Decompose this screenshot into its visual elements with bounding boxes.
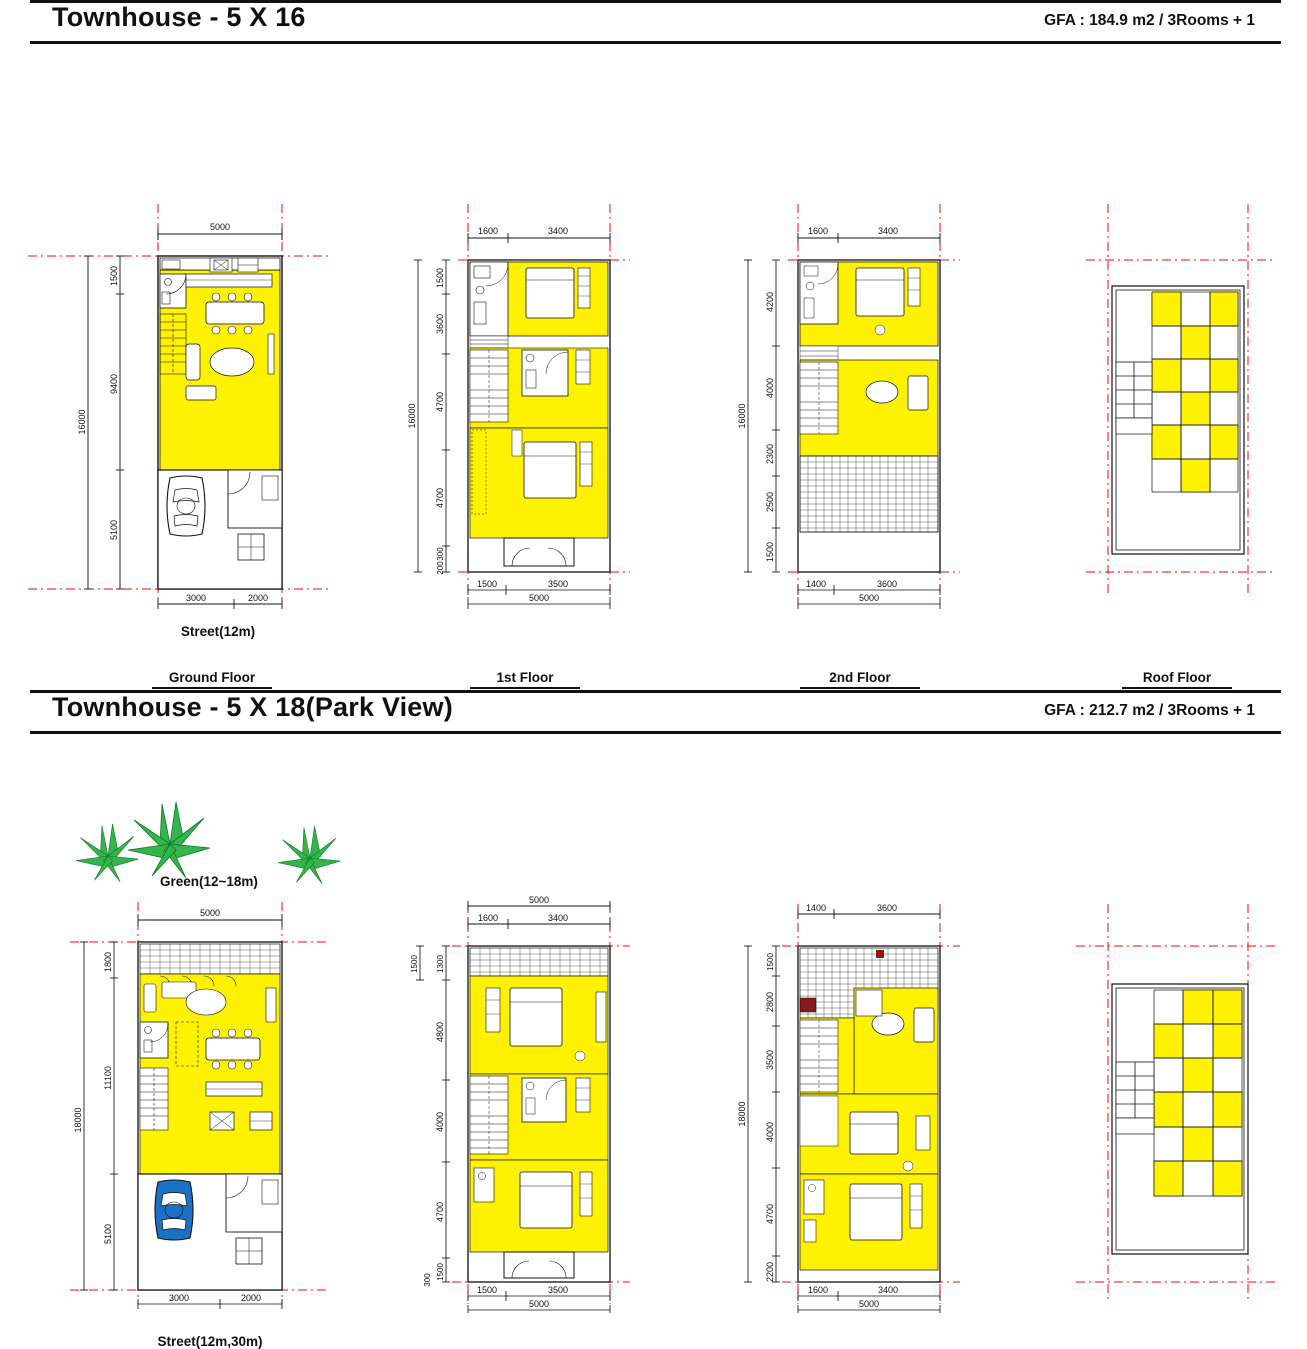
svg-text:4700: 4700	[435, 1201, 445, 1223]
svg-text:4200: 4200	[765, 291, 775, 313]
svg-text:2500: 2500	[765, 491, 775, 513]
svg-text:1400: 1400	[805, 579, 827, 589]
caption-underline	[800, 687, 920, 689]
second-floor-caption	[800, 670, 920, 685]
svg-text:200: 200	[436, 561, 445, 575]
svg-text:1500: 1500	[476, 579, 498, 589]
svg-text:3500: 3500	[547, 1285, 569, 1295]
svg-text:300: 300	[423, 1273, 432, 1287]
second-floor-drawing	[730, 194, 990, 614]
caption-underline	[1122, 687, 1232, 689]
tree-group-icon	[60, 796, 390, 906]
ground-floor-drawing-2	[10, 892, 340, 1312]
svg-text:3400: 3400	[877, 226, 899, 236]
svg-text:5000: 5000	[209, 222, 231, 232]
svg-text:5000: 5000	[528, 593, 550, 603]
street-label-1: Street(12m)	[180, 624, 256, 639]
svg-text:300: 300	[436, 547, 445, 561]
svg-text:4000: 4000	[765, 377, 775, 399]
svg-text:16000: 16000	[407, 403, 417, 429]
svg-text:16000: 16000	[737, 403, 747, 429]
svg-text:4800: 4800	[435, 1021, 445, 1043]
svg-text:5000: 5000	[858, 1299, 880, 1309]
svg-text:4000: 4000	[435, 1111, 445, 1133]
street-label-2: Street(12m,30m)	[157, 1334, 263, 1349]
svg-text:3600: 3600	[435, 313, 445, 335]
header-rule-bottom	[30, 41, 1281, 44]
svg-text:2300: 2300	[765, 443, 775, 465]
svg-text:1600: 1600	[477, 226, 499, 236]
svg-text:1600: 1600	[807, 226, 829, 236]
svg-text:4000: 4000	[765, 1121, 775, 1143]
svg-text:2200: 2200	[765, 1261, 775, 1283]
svg-text:2000: 2000	[240, 1293, 262, 1303]
svg-text:11100: 11100	[103, 1066, 113, 1090]
svg-text:18000: 18000	[73, 1107, 83, 1133]
green-label: Green(12~18m)	[160, 874, 258, 889]
svg-text:3000: 3000	[185, 593, 207, 603]
svg-text:5000: 5000	[199, 908, 221, 918]
svg-text:2000: 2000	[247, 593, 269, 603]
svg-text:3400: 3400	[547, 226, 569, 236]
svg-text:2800: 2800	[765, 991, 775, 1013]
svg-text:4700: 4700	[435, 391, 445, 413]
first-floor-drawing	[400, 194, 660, 614]
gfa-label-2: GFA : 212.7 m2 / 3Rooms + 1	[1044, 702, 1255, 719]
svg-text:18000: 18000	[737, 1101, 747, 1127]
first-floor-caption	[470, 670, 580, 685]
caption-text: 2nd Floor	[829, 670, 891, 685]
header-rule-bottom-2	[30, 731, 1281, 734]
svg-text:3400: 3400	[547, 913, 569, 923]
section-2-header	[0, 690, 1307, 734]
roof-floor-drawing-2	[1050, 884, 1290, 1314]
svg-text:9400: 9400	[109, 373, 119, 395]
svg-text:4700: 4700	[765, 1203, 775, 1225]
caption-underline	[152, 687, 272, 689]
caption-text: Roof Floor	[1142, 670, 1212, 685]
svg-text:16000: 16000	[77, 409, 87, 435]
first-floor-drawing-2	[400, 884, 660, 1314]
svg-text:3500: 3500	[547, 579, 569, 589]
roof-floor-drawing	[1050, 194, 1290, 614]
svg-text:5000: 5000	[528, 895, 550, 905]
svg-text:1500: 1500	[476, 1285, 498, 1295]
caption-underline	[470, 687, 580, 689]
roof-floor-caption	[1122, 670, 1232, 685]
svg-text:4700: 4700	[435, 487, 445, 509]
page-title-2: Townhouse - 5 X 18(Park View)	[52, 692, 453, 722]
gfa-label: GFA : 184.9 m2 / 3Rooms + 1	[1044, 12, 1255, 29]
svg-text:1500: 1500	[109, 265, 119, 287]
townhouse-5x18-section	[0, 690, 1307, 1349]
svg-text:1400: 1400	[805, 903, 827, 913]
svg-text:3500: 3500	[765, 1049, 775, 1071]
svg-text:1500: 1500	[436, 1263, 445, 1281]
svg-text:1500: 1500	[435, 267, 445, 289]
svg-text:1600: 1600	[477, 913, 499, 923]
ground-floor-caption	[152, 670, 272, 685]
svg-text:5100: 5100	[103, 1223, 113, 1245]
svg-text:5000: 5000	[858, 593, 880, 603]
svg-text:5100: 5100	[109, 519, 119, 541]
svg-text:3600: 3600	[876, 579, 898, 589]
svg-text:1500: 1500	[410, 955, 419, 973]
svg-text:3000: 3000	[168, 1293, 190, 1303]
ground-floor-drawing	[10, 194, 340, 614]
second-floor-drawing-2	[730, 884, 990, 1314]
svg-text:1500: 1500	[766, 953, 775, 971]
svg-text:1800: 1800	[103, 951, 113, 973]
svg-text:1300: 1300	[436, 955, 445, 973]
caption-text: 1st Floor	[496, 670, 554, 685]
caption-text: Ground Floor	[168, 670, 256, 685]
svg-text:1500: 1500	[765, 541, 775, 563]
svg-text:1600: 1600	[807, 1285, 829, 1295]
page-title: Townhouse - 5 X 16	[52, 2, 306, 32]
svg-text:3600: 3600	[876, 903, 898, 913]
section-1-header	[0, 0, 1307, 44]
svg-text:3400: 3400	[877, 1285, 899, 1295]
svg-text:5000: 5000	[528, 1299, 550, 1309]
